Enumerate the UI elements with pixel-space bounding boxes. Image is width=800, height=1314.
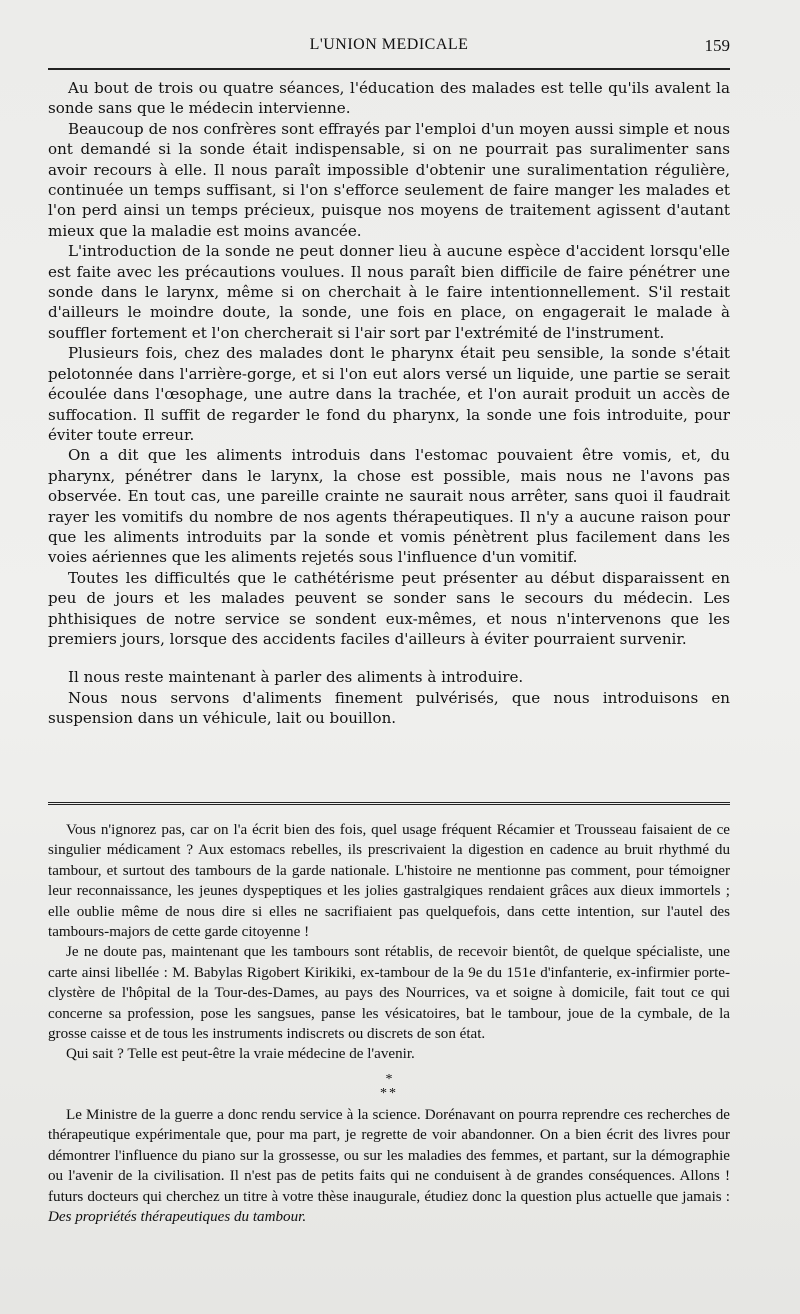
article-paragraph: Beaucoup de nos confrères sont effrayés par l'emploi d'un moyen aussi simple et nous ont demandé si la sonde était indispensable, si on ne pourrait pas suralimenter sans avoir recours à elle. Il nous paraît impossible d'obtenir une suralimentation régulière, continuée un temps suffisant, si l'on s'efforce seulement de faire manger les malades et l'on perd ainsi un temps précieux, puisque nos moyens de traitement agissent d'autant mieux que la maladie est moins avancée. — [48, 119, 730, 240]
feuilleton-separator — [48, 802, 730, 808]
thesis-title: Des propriétés thérapeutiques du tambour. — [48, 1208, 307, 1225]
asterism — [48, 1073, 730, 1101]
feuilleton-paragraph: Vous n'ignorez pas, car on l'a écrit bien des fois, quel usage fréquent Récamier et Trousseau faisaient de ce singulier médicament ? Aux estomacs rebelles, ils prescrivaient la digestion en cadence au bruit rhythmé du tambour, et surtout des tambours de la garde nationale. L'histoire ne mentionne pas comment, pour témoigner leur reconnaissance, les jeunes dyspeptiques et les jolies gastralgiques rendaient grâces aux dieux immortels ; elle oublie même de nous dire si elles ne sacrifiaient pas quelquefois, dans cette intention, sur l'autel des tambours-majors de cette garde citoyenne ! — [48, 822, 730, 941]
feuilleton-closing-text: Le Ministre de la guerre a donc rendu service à la science. Dorénavant on pourra reprendre ces recherches de thérapeutique expérimentale que, pour ma part, je regrette de voir abandonner. On a bien écrit des livres pour démontrer l'influence du piano sur la grossesse, ou sur les maladies des femmes, et partant, sur la démographie ou l'avenir de la civilisation. Il n'est pas de petits faits qui ne conduisent à de grandes conséquences. Allons ! futurs docteurs qui cherchez un titre à votre thèse inaugurale, étudiez donc la question plus actuelle que jamais : — [48, 1106, 730, 1205]
running-title: L'UNION MEDICALE — [309, 36, 469, 53]
article-paragraph: L'introduction de la sonde ne peut donner lieu à aucune espèce d'accident lorsqu'elle est faite avec les précautions voulues. Il nous paraît bien difficile de faire pénétrer une sonde dans le larynx, même si on cherchait à le faire intentionnellement. S'il restait d'ailleurs le moindre doute, la sonde, une fois en place, on engagerait le malade à souffler fortement et l'on chercherait si l'air sort par l'extrémité de l'instrument. — [48, 242, 730, 342]
feuilleton-section — [48, 820, 730, 1227]
page-number: 159 — [704, 36, 730, 55]
asterism-bottom: ** — [380, 1085, 398, 1101]
asterism-top: * — [385, 1071, 393, 1087]
article-paragraph: Plusieurs fois, chez des malades dont le pharynx était peu sensible, la sonde s'était pelotonnée dans l'arrière-gorge, et si l'on eut alors versé un liquide, une partie se serait écoulée dans l'œsophage, une autre dans la trachée, et l'on aurait produit un accès de suffocation. Il suffit de regarder le fond du pharynx, la sonde une fois introduite, pour éviter toute erreur. — [48, 344, 730, 444]
feuilleton-paragraph — [48, 1105, 730, 1227]
header-rule — [48, 68, 730, 70]
article-paragraph: Toutes les difficultés que le cathétérisme peut présenter au début disparaissent en peu de jours et les malades peuvent se sonder sans le secours du médecin. Les phthisiques de notre service se sondent eux-mêmes, et nous n'intervenons que les premiers jours, lorsque des accidents faciles d'ailleurs à éviter pourraient survenir. — [48, 568, 730, 648]
feuilleton-paragraph: Je ne doute pas, maintenant que les tambours sont rétablis, de recevoir bientôt, de quelque spécialiste, une carte ainsi libellée : M. Babylas Rigobert Kirikiki, ex-tambour de la 9e du 151e d'infanterie, ex-infirmier porte-clystère de l'hôpital de la Tour-des-Dames, au pays des Nourrices, va et soigne à domicile, fait tout ce qui concerne sa profession, pose les sangsues, panse les vésicatoires, bat le tambour, joue de la cymbale, de la grosse caisse et de tous les instruments indiscrets ou discrets de son état. — [48, 944, 730, 1043]
article-paragraph: Nous nous servons d'aliments finement pulvérisés, que nous introduisons en suspension dans un véhicule, lait ou bouillon. — [48, 688, 730, 728]
article-paragraph: Il nous reste maintenant à parler des aliments à introduire. — [68, 668, 524, 687]
feuilleton-paragraph: Qui sait ? Telle est peut-être la vraie médecine de l'avenir. — [66, 1046, 415, 1063]
article-paragraph: On a dit que les aliments introduis dans l'estomac pouvaient être vomis, et, du pharynx, pénétrer dans le larynx, la chose est possible, mais nous ne l'avons pas observée. En tout cas, une pareille crainte ne saurait nous arrêter, sans quoi il faudrait rayer les vomitifs du nombre de nos agents thérapeutiques. Il n'y a aucune raison pour que les aliments introduits par la sonde et vomis pénètrent plus facilement dans les voies aériennes que les aliments rejetés sous l'influence d'un vomitif. — [48, 446, 730, 567]
article-paragraph: Au bout de trois ou quatre séances, l'éducation des malades est telle qu'ils avalent la sonde sans que le médecin intervienne. — [48, 79, 730, 118]
main-article — [48, 78, 730, 729]
page-header — [48, 36, 730, 62]
